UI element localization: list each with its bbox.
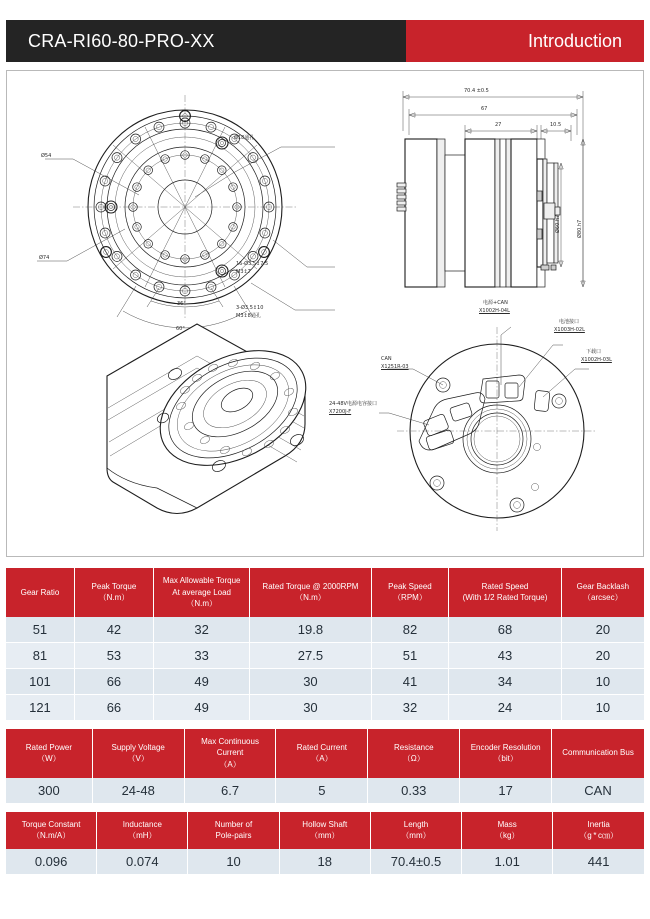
- table-cell-1: 24-48: [93, 778, 185, 803]
- rear-battery-pn: X1003H-02L: [554, 327, 585, 333]
- table-cell-5: 68: [449, 617, 561, 643]
- table-cell-3: 30: [250, 695, 371, 720]
- table-cell-0: 81: [6, 643, 75, 669]
- column-header-1: Supply Voltage （V）: [93, 729, 185, 778]
- column-header-0: Gear Ratio: [6, 568, 75, 617]
- table-cell-2: 32: [154, 617, 250, 643]
- table-cell-3: 27.5: [250, 643, 371, 669]
- electrical-table-body: [6, 778, 644, 803]
- mechanical-table-body: [6, 849, 644, 874]
- column-header-5: Mass （kg）: [462, 812, 553, 849]
- front-holes-16-thread-label: M3↥7: [236, 269, 251, 275]
- section-body-length-label: 67: [481, 106, 488, 112]
- electrical-table: [6, 729, 644, 803]
- table-cell-0: 121: [6, 695, 75, 720]
- front-bcd-outer-label: Ø74: [39, 255, 50, 261]
- column-header-2: Number of Pole-pairs: [188, 812, 279, 849]
- performance-table-head: [6, 568, 644, 617]
- table-cell-4: 70.4±0.5: [371, 849, 462, 874]
- rear-power-can-pn: X1002H-04L: [479, 308, 510, 314]
- column-header-3: Hollow Shaft （mm）: [280, 812, 371, 849]
- table-cell-2: 6.7: [185, 778, 277, 803]
- table-cell-4: 82: [372, 617, 450, 643]
- table-header-row: [6, 812, 644, 849]
- table-cell-2: 33: [154, 643, 250, 669]
- table-cell-0: 300: [6, 778, 93, 803]
- section-total-length-label: 70.4 ±0.5: [464, 88, 489, 94]
- column-header-4: Length （mm）: [371, 812, 462, 849]
- table-cell-0: 0.096: [6, 849, 97, 874]
- table-row: [6, 849, 644, 874]
- table-cell-4: 51: [372, 643, 450, 669]
- column-header-5: Rated Speed (With 1/2 Rated Torque): [449, 568, 561, 617]
- section-dim-105-label: 10.5: [550, 122, 562, 128]
- section-dim-27-label: 27: [495, 122, 502, 128]
- table-cell-6: 10: [562, 669, 644, 695]
- table-cell-6: CAN: [552, 778, 644, 803]
- table-header-row: [6, 568, 644, 617]
- column-header-5: Encoder Resolution （bit）: [460, 729, 552, 778]
- table-cell-6: 10: [562, 695, 644, 720]
- column-header-0: Torque Constant （N.m/A）: [6, 812, 97, 849]
- section-inner-diameter-label: Ø60.h7: [555, 214, 561, 233]
- spec-tables: [6, 568, 644, 874]
- section-title: Introduction: [406, 20, 644, 62]
- table-cell-1: 66: [75, 695, 154, 720]
- table-cell-6: 20: [562, 617, 644, 643]
- table-cell-2: 49: [154, 695, 250, 720]
- column-header-2: Max Continuous Current （A）: [185, 729, 277, 778]
- table-cell-5: 34: [449, 669, 561, 695]
- table-cell-3: 19.8: [250, 617, 371, 643]
- table-cell-0: 51: [6, 617, 75, 643]
- front-bore-label: Ø18通孔: [234, 135, 255, 141]
- column-header-2: Max Allowable Torque At average Load （N.m）: [154, 568, 250, 617]
- column-header-1: Inductance （mH）: [97, 812, 188, 849]
- table-cell-2: 10: [188, 849, 279, 874]
- table-row: [6, 669, 644, 695]
- column-header-4: Peak Speed （RPM）: [372, 568, 450, 617]
- rear-download-label: 下载口: [586, 349, 602, 355]
- mechanical-table-head: [6, 812, 644, 849]
- table-cell-2: 49: [154, 669, 250, 695]
- front-bcd-inner-label: Ø54: [41, 153, 52, 159]
- column-header-6: Inertia （g * c㎝）: [553, 812, 644, 849]
- table-row: [6, 643, 644, 669]
- datasheet-page: [0, 20, 650, 919]
- rear-power-can-label: 电源+CAN: [483, 300, 508, 306]
- table-cell-4: 0.33: [368, 778, 460, 803]
- rear-download-pn: X1002H-03L: [581, 357, 612, 363]
- electrical-table-head: [6, 729, 644, 778]
- table-cell-1: 53: [75, 643, 154, 669]
- rear-can-pn: X1251R-03: [381, 364, 409, 370]
- performance-table: [6, 568, 644, 720]
- table-row: [6, 778, 644, 803]
- rear-can-label: CAN: [381, 356, 392, 362]
- table-cell-3: 30: [250, 669, 371, 695]
- table-cell-6: 441: [553, 849, 644, 874]
- front-holes-3-label: 3-Ø3.5↥10: [236, 305, 264, 311]
- table-row: [6, 617, 644, 643]
- table-cell-5: 24: [449, 695, 561, 720]
- performance-table-body: [6, 617, 644, 720]
- table-cell-5: 43: [449, 643, 561, 669]
- table-cell-5: 17: [460, 778, 552, 803]
- section-outer-diameter-label: Ø80.h7: [577, 219, 583, 238]
- rear-cap-power-pn: X7200J-F: [329, 409, 352, 415]
- rear-battery-label: 电池接口: [559, 319, 580, 325]
- mechanical-table: [6, 812, 644, 874]
- column-header-3: Rated Torque @ 2000RPM （N.m）: [250, 568, 371, 617]
- table-cell-1: 66: [75, 669, 154, 695]
- table-cell-0: 101: [6, 669, 75, 695]
- column-header-0: Rated Power （W）: [6, 729, 93, 778]
- model-title: CRA-RI60-80-PRO-XX: [6, 20, 406, 62]
- isometric-view-drawing: [47, 316, 347, 531]
- table-cell-1: 0.074: [97, 849, 188, 874]
- table-cell-6: 20: [562, 643, 644, 669]
- table-row: [6, 695, 644, 720]
- table-header-row: [6, 729, 644, 778]
- technical-drawings-panel: [6, 70, 644, 557]
- column-header-3: Rated Current （A）: [276, 729, 368, 778]
- front-holes-3-thread-label: M3↥8通孔: [236, 313, 261, 319]
- table-cell-4: 41: [372, 669, 450, 695]
- page-header: [6, 20, 644, 62]
- front-angle-inner-label: 36°: [177, 301, 186, 307]
- side-section-drawing: [385, 83, 635, 308]
- rear-cap-power-label: 24-48V电源电容接口: [329, 401, 377, 407]
- column-header-1: Peak Torque （N.m）: [75, 568, 154, 617]
- column-header-6: Communication Bus: [552, 729, 644, 778]
- column-header-4: Resistance （Ω）: [368, 729, 460, 778]
- table-cell-5: 1.01: [462, 849, 553, 874]
- table-cell-1: 42: [75, 617, 154, 643]
- rear-connector-drawing: [329, 296, 641, 531]
- column-header-6: Gear Backlash （arcsec）: [562, 568, 644, 617]
- table-cell-3: 5: [276, 778, 368, 803]
- front-holes-16-label: 16-Ø3.5↥7.5: [236, 261, 269, 267]
- table-cell-3: 18: [280, 849, 371, 874]
- table-cell-4: 32: [372, 695, 450, 720]
- front-angle-outer-label: 60°: [176, 326, 185, 332]
